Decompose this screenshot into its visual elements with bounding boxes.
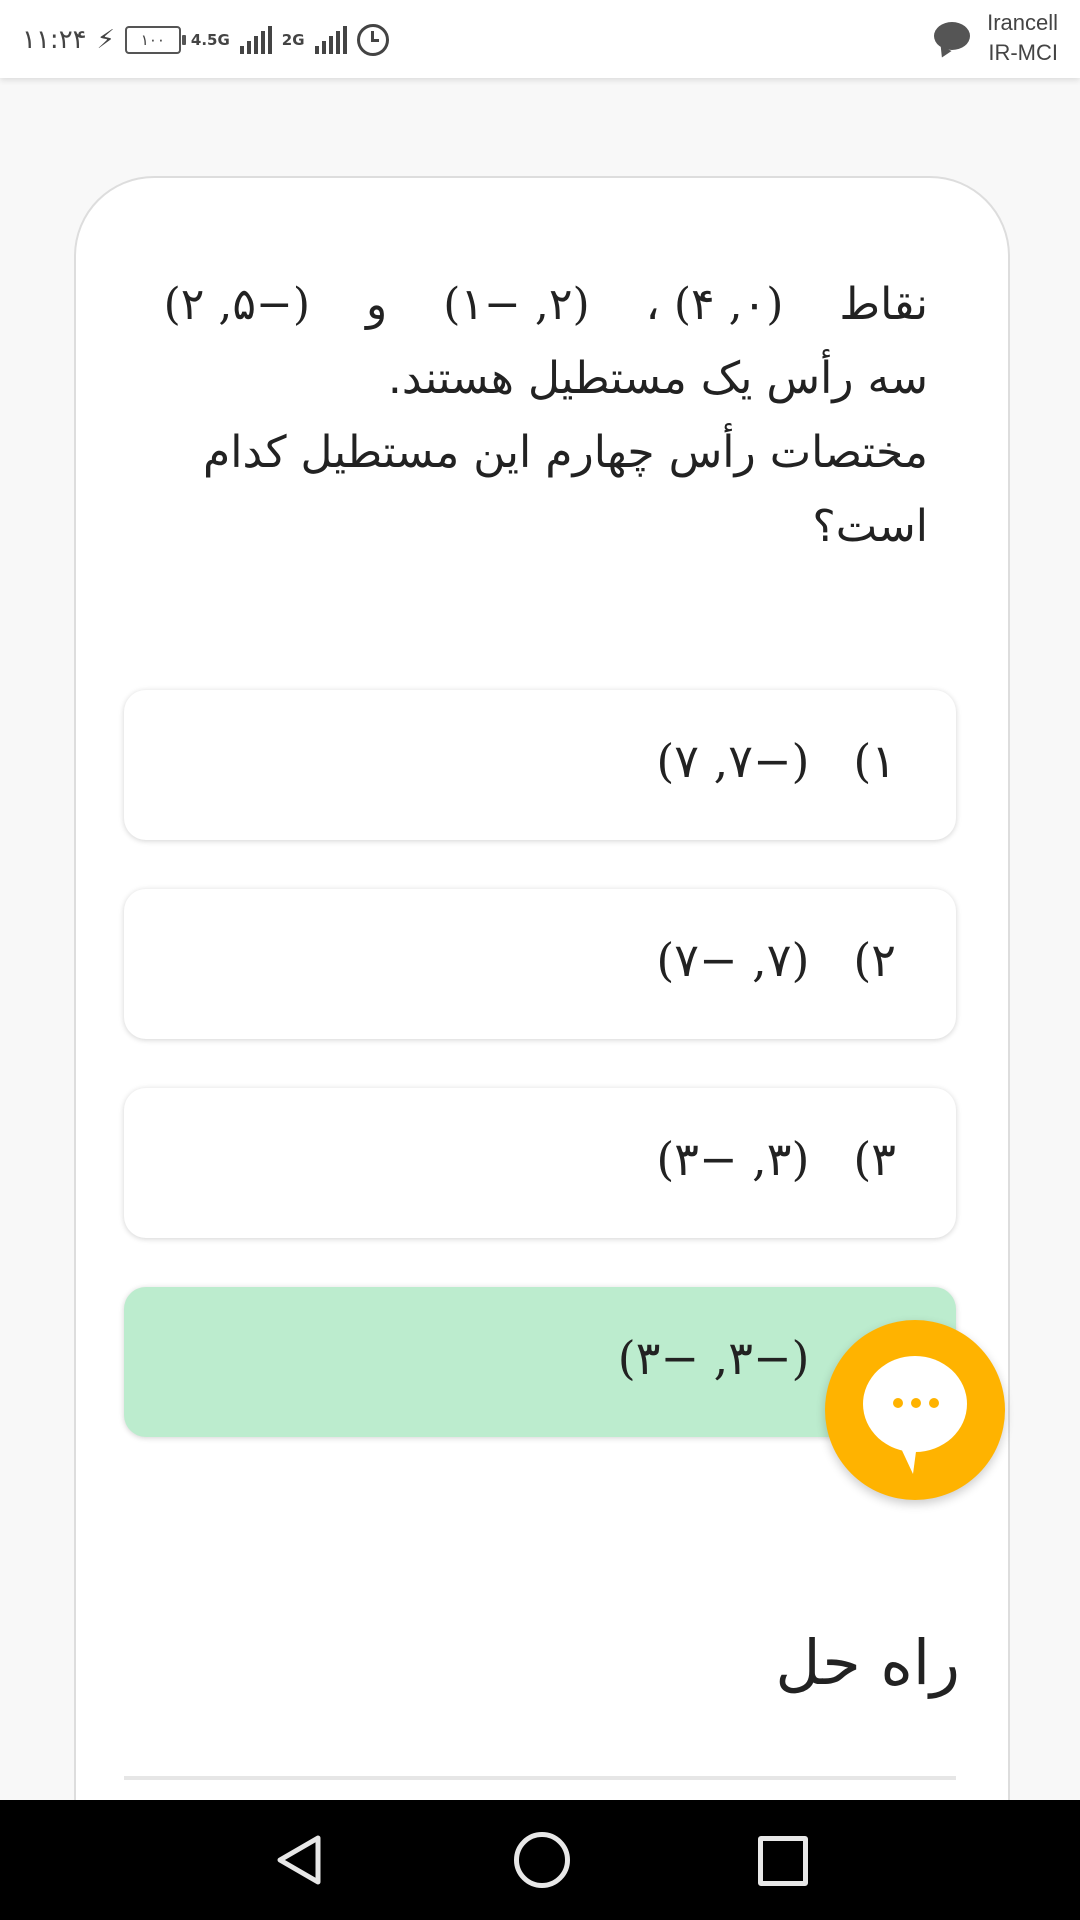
divider [124, 1776, 956, 1780]
signal-icon [240, 26, 272, 54]
question-line-1 [138, 268, 928, 342]
question-line-2: سه رأس یک مستطیل هستند. [387, 353, 928, 404]
back-icon[interactable] [274, 1834, 324, 1886]
carrier-2: IR-MCI [988, 40, 1058, 65]
charging-icon: ⚡ [96, 25, 115, 55]
option-3[interactable] [124, 1088, 956, 1238]
navigation-bar [0, 1800, 1080, 1920]
solution-title: راه حل [775, 1626, 960, 1699]
network-label-1: 4.5G [190, 31, 230, 49]
option-value: (−۷, ۷) [656, 734, 810, 788]
point-c: (−۵, ۲) [163, 279, 311, 330]
option-2-text [656, 933, 896, 987]
option-1[interactable] [124, 690, 956, 840]
option-value: (−۳, −۳) [617, 1331, 810, 1385]
option-number: ۱) [853, 734, 896, 788]
option-2[interactable] [124, 889, 956, 1039]
point-b: (۲, −۱) [443, 279, 590, 330]
home-icon[interactable] [514, 1832, 570, 1888]
carrier-1: Irancell [987, 10, 1058, 35]
question-card [74, 176, 1010, 1878]
alarm-icon [357, 24, 389, 56]
network-label-2: 2G [281, 31, 305, 49]
question-line-3: مختصات رأس چهارم این مستطیل کدام است؟ [203, 427, 928, 552]
conjunction: و [366, 279, 388, 330]
clock: ۱۱:۲۴ [22, 25, 87, 55]
option-number: ۳) [853, 1132, 896, 1186]
option-3-text [656, 1132, 896, 1186]
option-value: (۳, −۳) [656, 1132, 810, 1186]
status-bar [0, 0, 1080, 78]
option-value: (۷, −۷) [656, 933, 810, 987]
chat-button[interactable] [825, 1320, 1005, 1500]
battery-icon: ۱۰۰ [125, 26, 181, 54]
recent-apps-icon[interactable] [758, 1836, 808, 1886]
carrier-info [987, 8, 1058, 68]
point-a: (۰, ۴) [673, 279, 784, 330]
question-text [138, 268, 928, 564]
option-1-text [656, 734, 896, 788]
separator: ، [645, 279, 660, 330]
status-left [22, 18, 389, 62]
question-prefix: نقاط [839, 279, 928, 330]
option-number: ۲) [853, 933, 896, 987]
chat-bubble-icon [863, 1356, 967, 1452]
message-icon [934, 22, 970, 50]
signal-icon [315, 26, 347, 54]
